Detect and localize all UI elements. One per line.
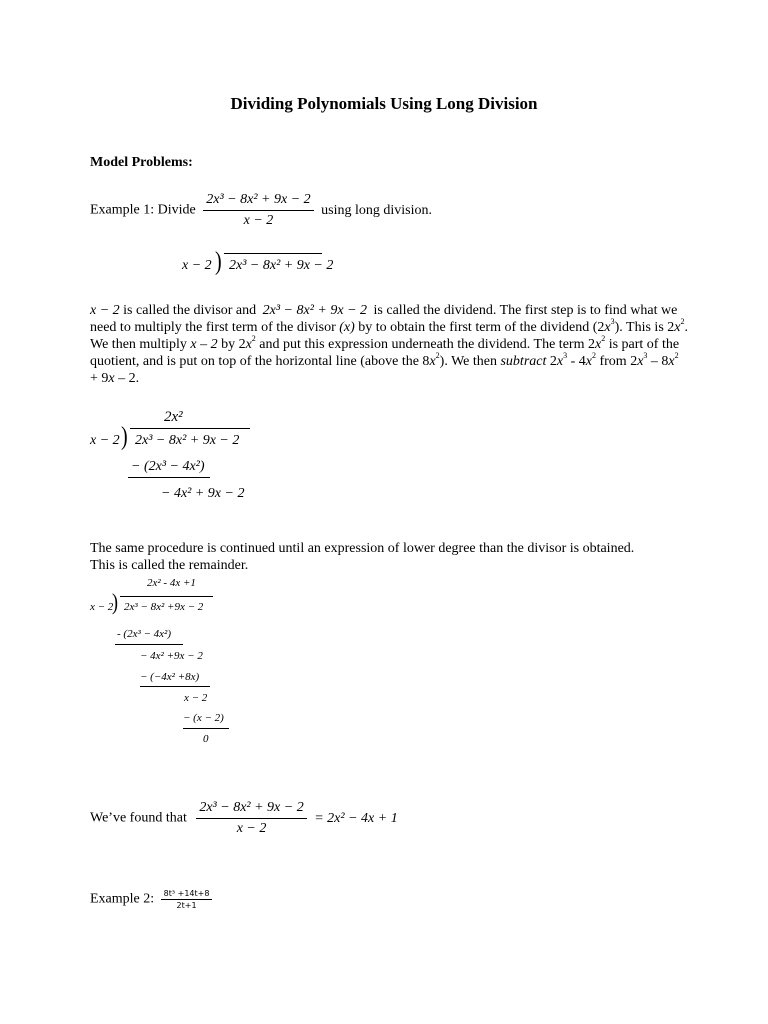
- subtract-word: subtract: [500, 354, 547, 369]
- explanation-text: . We then multiply: [90, 320, 688, 352]
- explanation-text: + 9: [90, 371, 109, 386]
- step1-divisor: x − 2: [90, 433, 120, 448]
- explanation-text: by 2: [217, 337, 246, 352]
- step1-subtract-line: − (2x³ − 4x²): [131, 459, 205, 474]
- step1-dividend: 2x³ − 8x² + 9x − 2: [135, 433, 240, 448]
- explanation-text: – 2.: [114, 371, 140, 386]
- step2-quotient: 2x² - 4x +1: [147, 577, 196, 589]
- explanation-text: ). We then: [439, 354, 501, 369]
- step2-remainder: 0: [203, 733, 209, 745]
- example2-label: Example 2:: [90, 891, 155, 907]
- division-bar: [224, 253, 322, 254]
- example1-fraction: [203, 192, 313, 229]
- result-fraction-numerator: 2x³ − 8x² + 9x − 2: [196, 800, 306, 819]
- setup-divisor: x − 2: [182, 258, 212, 273]
- step2-subtract1: - (2x³ − 4x²): [117, 628, 172, 640]
- section-heading: Model Problems:: [90, 155, 193, 170]
- result-fraction-denominator: x − 2: [236, 821, 267, 836]
- explanation-text: 2: [546, 354, 557, 369]
- step2-divisor: x − 2: [90, 601, 114, 613]
- step2-result2: x − 2: [184, 692, 208, 704]
- divisor-inline: x – 2: [190, 337, 218, 352]
- step2-underline1: [115, 644, 183, 645]
- explanation-paragraph: x − 2 is called the divisor and 2x³ − 8x² + 9x − 2 is called the dividend. The first step is to find what we need to multiply the first term of the divisor (x) by to obtain the first term of the dividend $(2x^3)$. This is $2x^2$. We then multiply x – 2 by $2x^2$ and put this expression underneath the dividend. The term $2x^2$ is part of the quotient, and is put on top of the horizontal line (above the $8x^2$). We then subtract $2x^3 - 4x^2$ from $2x^3 - 8x^2 + 9x - 2$.: [90, 303, 688, 386]
- result-line: [90, 800, 398, 837]
- dividend-expression: 2x³ − 8x² + 9x − 2: [262, 303, 368, 318]
- explanation-text: – 8: [647, 354, 669, 369]
- explanation-text: is called the divisor and: [119, 303, 260, 318]
- step1-quotient: 2x²: [164, 409, 183, 425]
- result-quotient: = 2x² − 4x + 1: [314, 810, 398, 826]
- step1-bracket: ): [121, 422, 128, 452]
- explanation-text: by to obtain the first term of the dividend (2: [354, 320, 605, 335]
- explanation-text: is called the dividend. The first step is to find what we need to multiply the first term of the divisor: [90, 303, 678, 335]
- example1-fraction-denominator: x − 2: [243, 213, 274, 228]
- explanation-text: from 2: [595, 354, 638, 369]
- step2-dividend: 2x³ − 8x² +9x − 2: [124, 601, 204, 613]
- step1-underline: [128, 477, 210, 478]
- continue-text-line1: The same procedure is continued until an expression of lower degree than the divisor is obtained.: [90, 541, 635, 556]
- explanation-text: is part of the quotient, and is put on top of the horizontal line (above the 8: [90, 337, 680, 369]
- example2-fraction-numerator: 8t³ +14t+8: [161, 889, 213, 900]
- explanation-text: and put this expression underneath the dividend. The term 2: [255, 337, 595, 352]
- result-label: We’ve found that: [90, 810, 187, 826]
- step2-bracket: ): [112, 588, 118, 615]
- result-fraction: [196, 800, 306, 837]
- setup-dividend: 2x³ − 8x² + 9x − 2: [229, 258, 334, 273]
- explanation-text: - 4: [567, 354, 586, 369]
- step1-division-bar: [130, 428, 250, 429]
- step2-result1: − 4x² +9x − 2: [140, 650, 203, 662]
- divisor-expression: x − 2: [90, 303, 120, 318]
- example2-fraction-denominator: 2t+1: [176, 901, 197, 910]
- step2-subtract2: − (−4x² +8x): [140, 671, 200, 683]
- example2-fraction: [161, 889, 213, 910]
- continue-text-line2: This is called the remainder.: [90, 558, 249, 573]
- example1-fraction-numerator: 2x³ − 8x² + 9x − 2: [203, 192, 313, 211]
- example2-line: [90, 889, 212, 910]
- step2-division-bar: [120, 596, 213, 597]
- explanation-text: ). This is 2: [614, 320, 675, 335]
- divisor-first-term: (x): [339, 320, 355, 335]
- example1-suffix: using long division.: [321, 202, 433, 218]
- step2-subtract3: − (x − 2): [183, 712, 224, 724]
- step1-result: − 4x² + 9x − 2: [161, 486, 245, 501]
- example1-label: Example 1: Divide: [90, 202, 196, 218]
- page-title: Dividing Polynomials Using Long Division: [230, 94, 538, 113]
- step2-underline2: [140, 686, 210, 687]
- example1-line: [90, 192, 432, 229]
- division-bracket: ): [215, 247, 222, 277]
- step2-underline3: [183, 728, 229, 729]
